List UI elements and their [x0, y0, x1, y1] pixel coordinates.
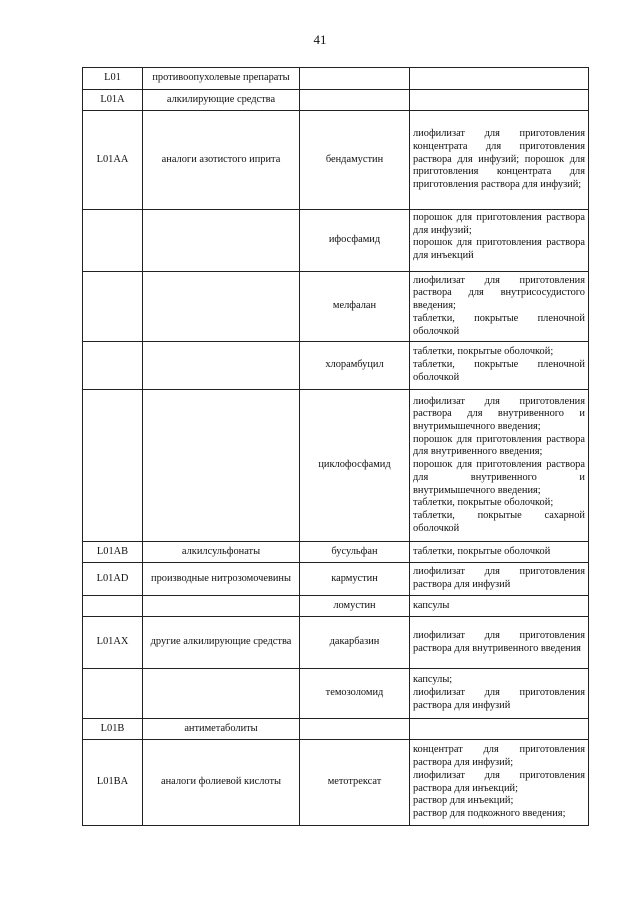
- pharmacological-group-cell: противоопухолевые препараты: [143, 68, 300, 90]
- dosage-form-line: раствор для подкожного введения;: [413, 807, 566, 819]
- pharmacological-group-cell: аналоги азотистого иприта: [143, 111, 300, 210]
- dosage-forms-cell: [410, 542, 589, 563]
- active-substance-cell: ифосфамид: [300, 210, 410, 272]
- atc-code-cell: L01AX: [83, 617, 143, 669]
- dosage-form-line: порошок для приготовления раствора для внутривенного введения;: [413, 433, 585, 458]
- active-substance-cell: хлорамбуцил: [300, 342, 410, 390]
- atc-code-cell: [83, 272, 143, 342]
- drug-table: [82, 67, 589, 826]
- dosage-form-line: таблетки, покрытые оболочкой;: [413, 497, 554, 509]
- active-substance-cell: кармустин: [300, 563, 410, 596]
- atc-code-cell: [83, 669, 143, 719]
- table-row: [83, 669, 589, 719]
- atc-code-cell: [83, 390, 143, 542]
- dosage-forms-cell: [410, 669, 589, 719]
- table-row: [83, 68, 589, 90]
- active-substance-cell: метотрексат: [300, 740, 410, 826]
- dosage-forms-cell: [410, 342, 589, 390]
- dosage-form-line: концентрат для приготовления раствора для инфузий;: [413, 744, 585, 769]
- atc-code-cell: [83, 210, 143, 272]
- dosage-forms-cell: [410, 90, 589, 111]
- dosage-form-line: таблетки, покрытые оболочкой: [413, 545, 551, 557]
- pharmacological-group-cell: антиметаболиты: [143, 719, 300, 740]
- pharmacological-group-cell: [143, 390, 300, 542]
- table-row: [83, 596, 589, 617]
- atc-code-cell: [83, 342, 143, 390]
- dosage-forms-cell: [410, 740, 589, 826]
- dosage-form-line: капсулы: [413, 599, 450, 611]
- dosage-form-line: порошок для приготовления раствора для инъекций: [413, 237, 585, 262]
- table-row: [83, 740, 589, 826]
- dosage-form-line: лиофилизат для приготовления раствора для внутривенного и внутримышечного введения;: [413, 395, 585, 433]
- active-substance-cell: дакарбазин: [300, 617, 410, 669]
- pharmacological-group-cell: аналоги фолиевой кислоты: [143, 740, 300, 826]
- table-row: [83, 390, 589, 542]
- dosage-form-line: лиофилизат для приготовления раствора для внутрисосудистого введения;: [413, 274, 585, 312]
- active-substance-cell: [300, 719, 410, 740]
- active-substance-cell: мелфалан: [300, 272, 410, 342]
- atc-code-cell: L01AD: [83, 563, 143, 596]
- dosage-form-line: лиофилизат для приготовления концентрата для приготовления раствора для инфузий; порошок для приготовления концентрата для приготовления раствора для инфузий;: [413, 128, 585, 191]
- dosage-form-line: лиофилизат для приготовления раствора для внутривенного введения: [413, 629, 585, 654]
- active-substance-cell: бусульфан: [300, 542, 410, 563]
- dosage-form-line: порошок для приготовления раствора для инфузий;: [413, 212, 585, 236]
- active-substance-cell: [300, 68, 410, 90]
- dosage-form-line: капсулы;: [413, 674, 453, 686]
- dosage-form-line: лиофилизат для приготовления раствора для инъекций;: [413, 769, 585, 794]
- dosage-forms-cell: [410, 272, 589, 342]
- atc-code-cell: [83, 596, 143, 617]
- pharmacological-group-cell: [143, 596, 300, 617]
- dosage-forms-cell: [410, 390, 589, 542]
- pharmacological-group-cell: алкилирующие средства: [143, 90, 300, 111]
- pharmacological-group-cell: [143, 210, 300, 272]
- table-row: [83, 542, 589, 563]
- dosage-form-line: лиофилизат для приготовления раствора для инфузий: [413, 566, 585, 590]
- dosage-form-line: таблетки, покрытые пленочной оболочкой: [413, 359, 585, 383]
- atc-code-cell: L01BA: [83, 740, 143, 826]
- active-substance-cell: темозоломид: [300, 669, 410, 719]
- page-number: 41: [313, 32, 327, 47]
- pharmacological-group-cell: другие алкилирующие средства: [143, 617, 300, 669]
- active-substance-cell: бендамустин: [300, 111, 410, 210]
- pharmacological-group-cell: [143, 669, 300, 719]
- dosage-forms-cell: [410, 617, 589, 669]
- dosage-forms-cell: [410, 68, 589, 90]
- dosage-forms-cell: [410, 563, 589, 596]
- dosage-forms-cell: [410, 596, 589, 617]
- atc-code-cell: L01AB: [83, 542, 143, 563]
- active-substance-cell: ломустин: [300, 596, 410, 617]
- table-row: [83, 210, 589, 272]
- dosage-form-line: лиофилизат для приготовления раствора для инфузий: [413, 687, 585, 711]
- pharmacological-group-cell: производные нитрозомочевины: [143, 563, 300, 596]
- dosage-form-line: таблетки, покрытые сахарной оболочкой: [413, 509, 585, 534]
- table-row: [83, 272, 589, 342]
- atc-code-cell: L01A: [83, 90, 143, 111]
- atc-code-cell: L01B: [83, 719, 143, 740]
- table-row: [83, 90, 589, 111]
- pharmacological-group-cell: алкилсульфонаты: [143, 542, 300, 563]
- table-row: [83, 563, 589, 596]
- table-row: [83, 617, 589, 669]
- dosage-forms-cell: [410, 719, 589, 740]
- dosage-forms-cell: [410, 210, 589, 272]
- active-substance-cell: циклофосфамид: [300, 390, 410, 542]
- table-row: [83, 342, 589, 390]
- dosage-form-line: порошок для приготовления раствора для внутривенного и внутримышечного введения;: [413, 459, 585, 496]
- atc-code-cell: L01AA: [83, 111, 143, 210]
- atc-code-cell: L01: [83, 68, 143, 90]
- dosage-form-line: таблетки, покрытые пленочной оболочкой: [413, 312, 585, 337]
- dosage-form-line: раствор для инъекций;: [413, 795, 514, 807]
- table-row: [83, 111, 589, 210]
- table-body: [83, 68, 589, 826]
- table-row: [83, 719, 589, 740]
- active-substance-cell: [300, 90, 410, 111]
- dosage-form-line: таблетки, покрытые оболочкой;: [413, 346, 554, 358]
- dosage-forms-cell: [410, 111, 589, 210]
- pharmacological-group-cell: [143, 342, 300, 390]
- pharmacological-group-cell: [143, 272, 300, 342]
